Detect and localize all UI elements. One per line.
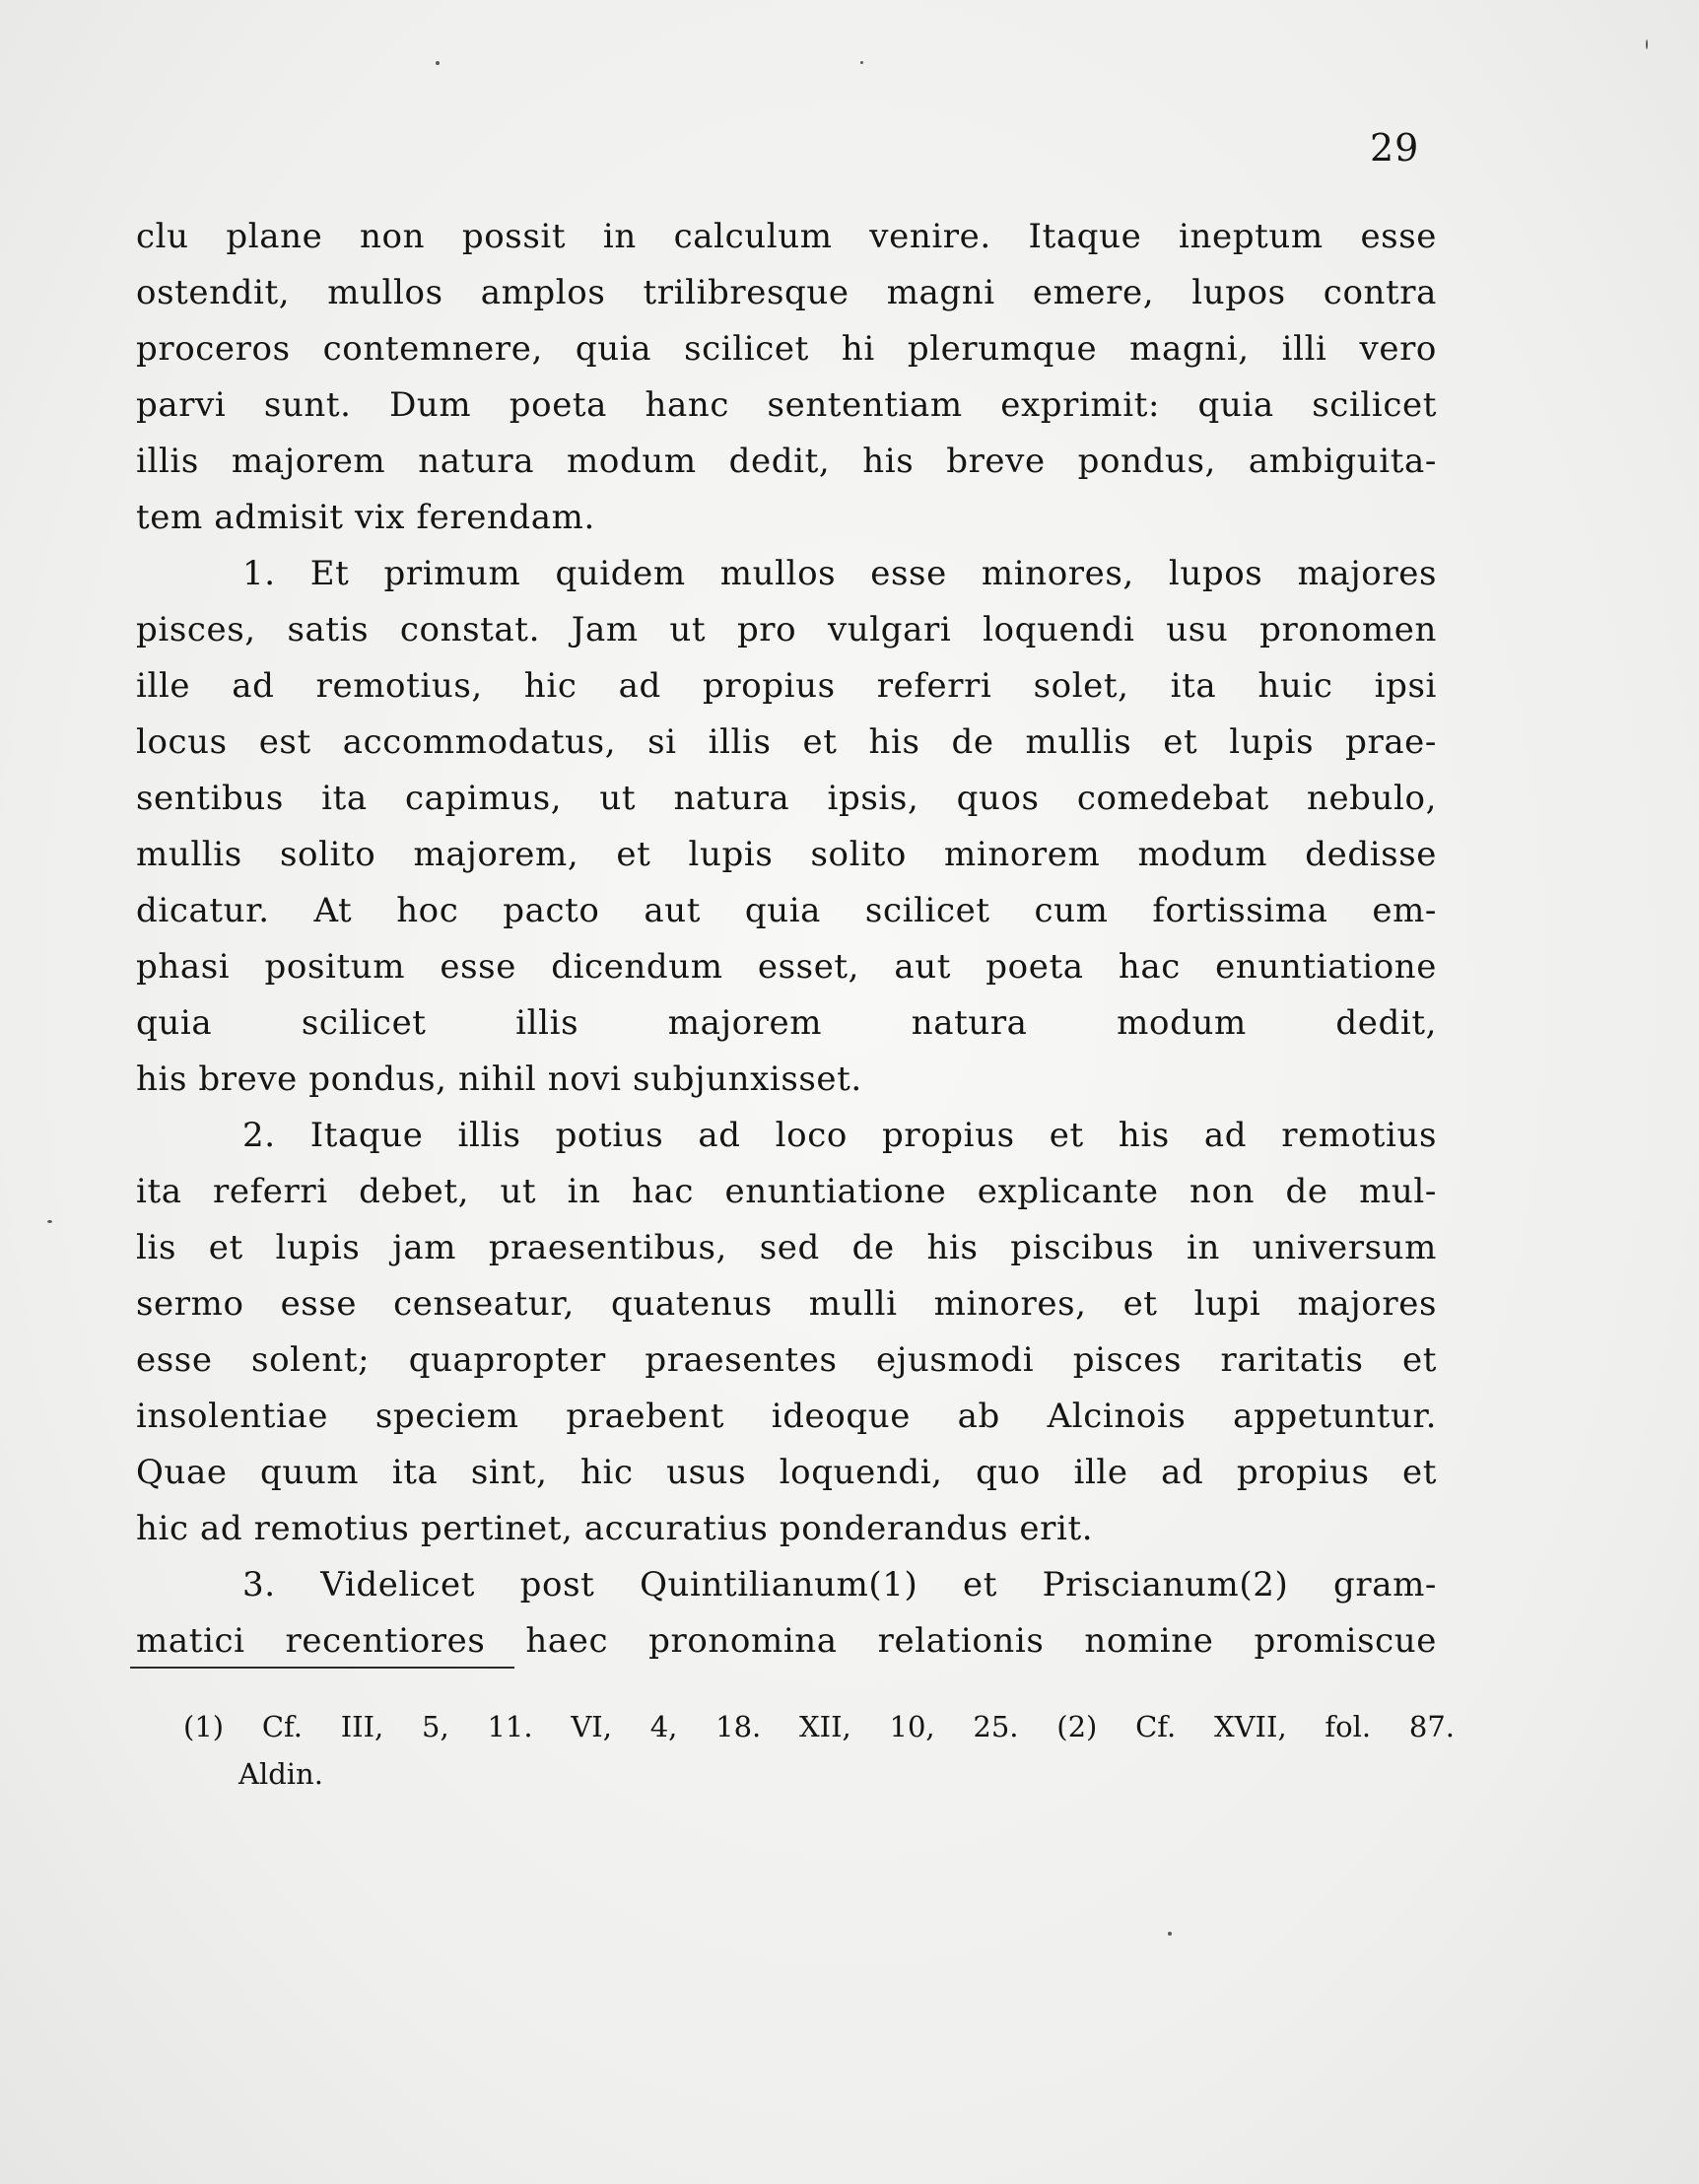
text-line: mullis solito majorem, et lupis solito minorem modum dedisse	[136, 835, 1437, 874]
text-line: his breve pondus, nihil novi subjunxisset.	[136, 1059, 862, 1099]
text-line: locus est accommodatus, si illis et his de mullis et lupis prae-	[136, 722, 1437, 762]
text-line: sermo esse censeatur, quatenus mulli minores, et lupi majores	[136, 1284, 1437, 1324]
text-line-paragraph-1: 1. Et primum quidem mullos esse minores, lupos majores	[242, 554, 1437, 593]
text-line: phasi positum esse dicendum esset, aut poeta hac enuntiatione	[136, 947, 1437, 987]
footnotes	[183, 1703, 1455, 1798]
text-line: ita referri debet, ut in hac enuntiatione explicante non de mul-	[136, 1172, 1437, 1211]
main-text	[136, 209, 1437, 1670]
paper-speck	[860, 61, 863, 64]
paper-speck	[1646, 39, 1648, 49]
text-line-paragraph-3: 3. Videlicet post Quintilianum(1) et Priscianum(2) gram-	[242, 1565, 1437, 1604]
text-line: ille ad remotius, hic ad propius referri solet, ita huic ipsi	[136, 666, 1437, 706]
text-line: insolentiae speciem praebent ideoque ab Alcinois appetuntur.	[136, 1397, 1437, 1436]
text-line: ostendit, mullos amplos trilibresque magni emere, lupos contra	[136, 273, 1437, 312]
text-line: hic ad remotius pertinet, accuratius ponderandus erit.	[136, 1509, 1094, 1548]
page-number: 29	[1370, 126, 1420, 170]
text-line: tem admisit vix ferendam.	[136, 498, 595, 537]
text-line: sentibus ita capimus, ut natura ipsis, quos comedebat nebulo,	[136, 779, 1437, 818]
text-line: pisces, satis constat. Jam ut pro vulgari loquendi usu pronomen	[136, 610, 1437, 649]
text-line: illis majorem natura modum dedit, his breve pondus, ambiguita-	[136, 442, 1437, 481]
text-line: quia scilicet illis majorem natura modum dedit,	[136, 1003, 1437, 1043]
footnote-line: Aldin.	[238, 1757, 323, 1791]
text-line: clu plane non possit in calculum venire. Itaque ineptum esse	[136, 217, 1437, 256]
text-line: esse solent; quapropter praesentes ejusmodi pisces raritatis et	[136, 1340, 1437, 1380]
footnote-rule	[130, 1667, 514, 1669]
paper-speck	[436, 61, 440, 65]
paper-speck	[1168, 1932, 1172, 1936]
text-line: matici recentiores haec pronomina relationis nomine promiscue	[136, 1621, 1437, 1661]
text-line-paragraph-2: 2. Itaque illis potius ad loco propius et his ad remotius	[242, 1116, 1437, 1155]
footnote-line: (1) Cf. III, 5, 11. VI, 4, 18. XII, 10, 25. (2) Cf. XVII, fol. 87.	[183, 1710, 1455, 1743]
text-line: parvi sunt. Dum poeta hanc sententiam exprimit: quia scilicet	[136, 385, 1437, 425]
text-line: proceros contemnere, quia scilicet hi plerumque magni, illi vero	[136, 329, 1437, 369]
paper-speck	[47, 1220, 52, 1223]
text-line: dicatur. At hoc pacto aut quia scilicet cum fortissima em-	[136, 891, 1437, 930]
text-line: lis et lupis jam praesentibus, sed de his piscibus in universum	[136, 1228, 1437, 1267]
text-line: Quae quum ita sint, hic usus loquendi, quo ille ad propius et	[136, 1453, 1437, 1492]
